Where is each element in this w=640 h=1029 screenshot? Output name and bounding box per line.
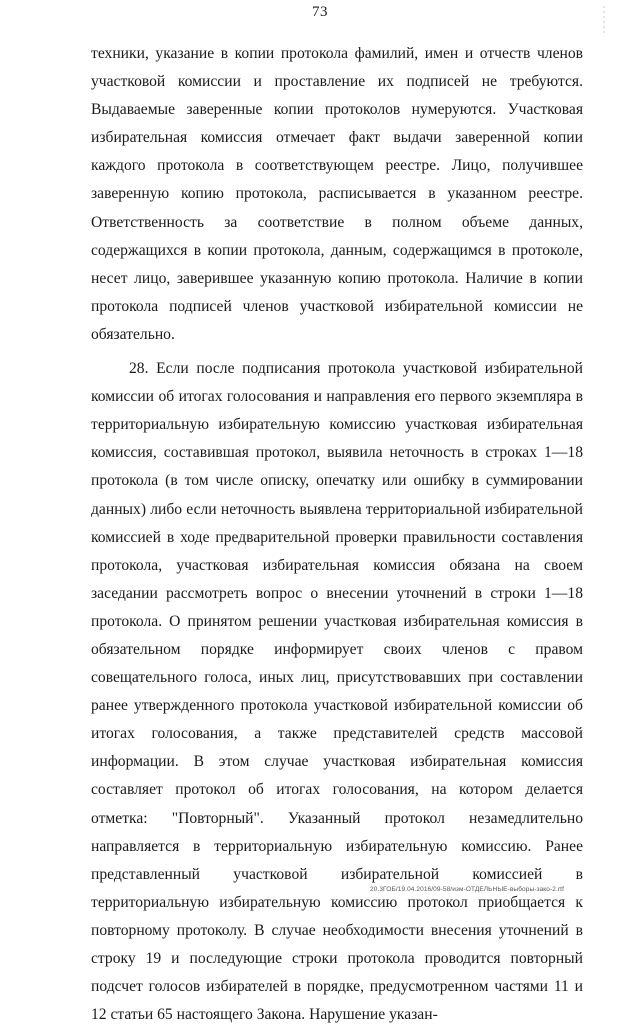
document-footer: 20.3ГОБ/19.04.2016/09-58/изм-ОТДЕЛЬНЫЕ-выборы-зако-2.rtf bbox=[370, 886, 564, 893]
paragraph-continued: техники, указание в копии протокола фамилий, имен и отчеств членов участковой комиссии и проставление их подписей не требуются. Выдаваемые заверенные копии протоколов нумеруются. Участковая избирательная комиссия отмечает факт выдачи заверенной копии каждого протокола в соответствующем реестре. Лицо, получившее заверенную копию протокола, расписывается в указанном реестре. Ответственность за соответствие в полном объеме данных, содержащихся в копии протокола, данным, содержащимся в протоколе, несет лицо, заверившее указанную копию протокола. Наличие в копии протокола подписей членов участковой избирательной комиссии не обязательно. bbox=[91, 45, 583, 343]
binding-mark bbox=[602, 6, 606, 36]
paragraph-28: 28. Если после подписания протокола участковой избирательной комиссии об итогах голосования и направления его первого экземпляра в территориальную избирательную комиссию участковая избирательная комиссия, составившая протокол, выявила неточность в строках 1—18 протокола (в том числе описку, опечатку или ошибку в суммировании данных) либо если неточность выявлена территориальной избирательной комиссией в ходе предварительной проверки правильности составления протокола, участковая избирательная комиссия обязана на своем заседании рассмотреть вопрос о внесении уточнений в строки 1—18 протокола. О принятом решении участковая избирательная комиссия в обязательном порядке информирует своих членов с правом совещательного голоса, иных лиц, присутствовавших при составлении ранее утвержденного протокола участковой избирательной комиссии об итогах голосования, а также представителей средств массовой информации. В этом случае участковая избирательная комиссия составляет протокол об итогах голосования, на котором делается отметка: "Повторный". Указанный протокол незамедлительно направляется в территориальную избирательную комиссию. Ранее представленный участковой избирательной комиссией в территориальную избирательную комиссию протокол приобщается к повторному протоколу. В случае необходимости внесения уточнений в строку 19 и последующие строки протокола проводится повторный подсчет голосов избирателей в порядке, предусмотренном частями 11 и 12 статьи 65 настоящего Закона. Нарушение указан- bbox=[91, 360, 583, 1024]
page-number: 73 bbox=[312, 4, 328, 20]
document-body bbox=[91, 40, 583, 1029]
